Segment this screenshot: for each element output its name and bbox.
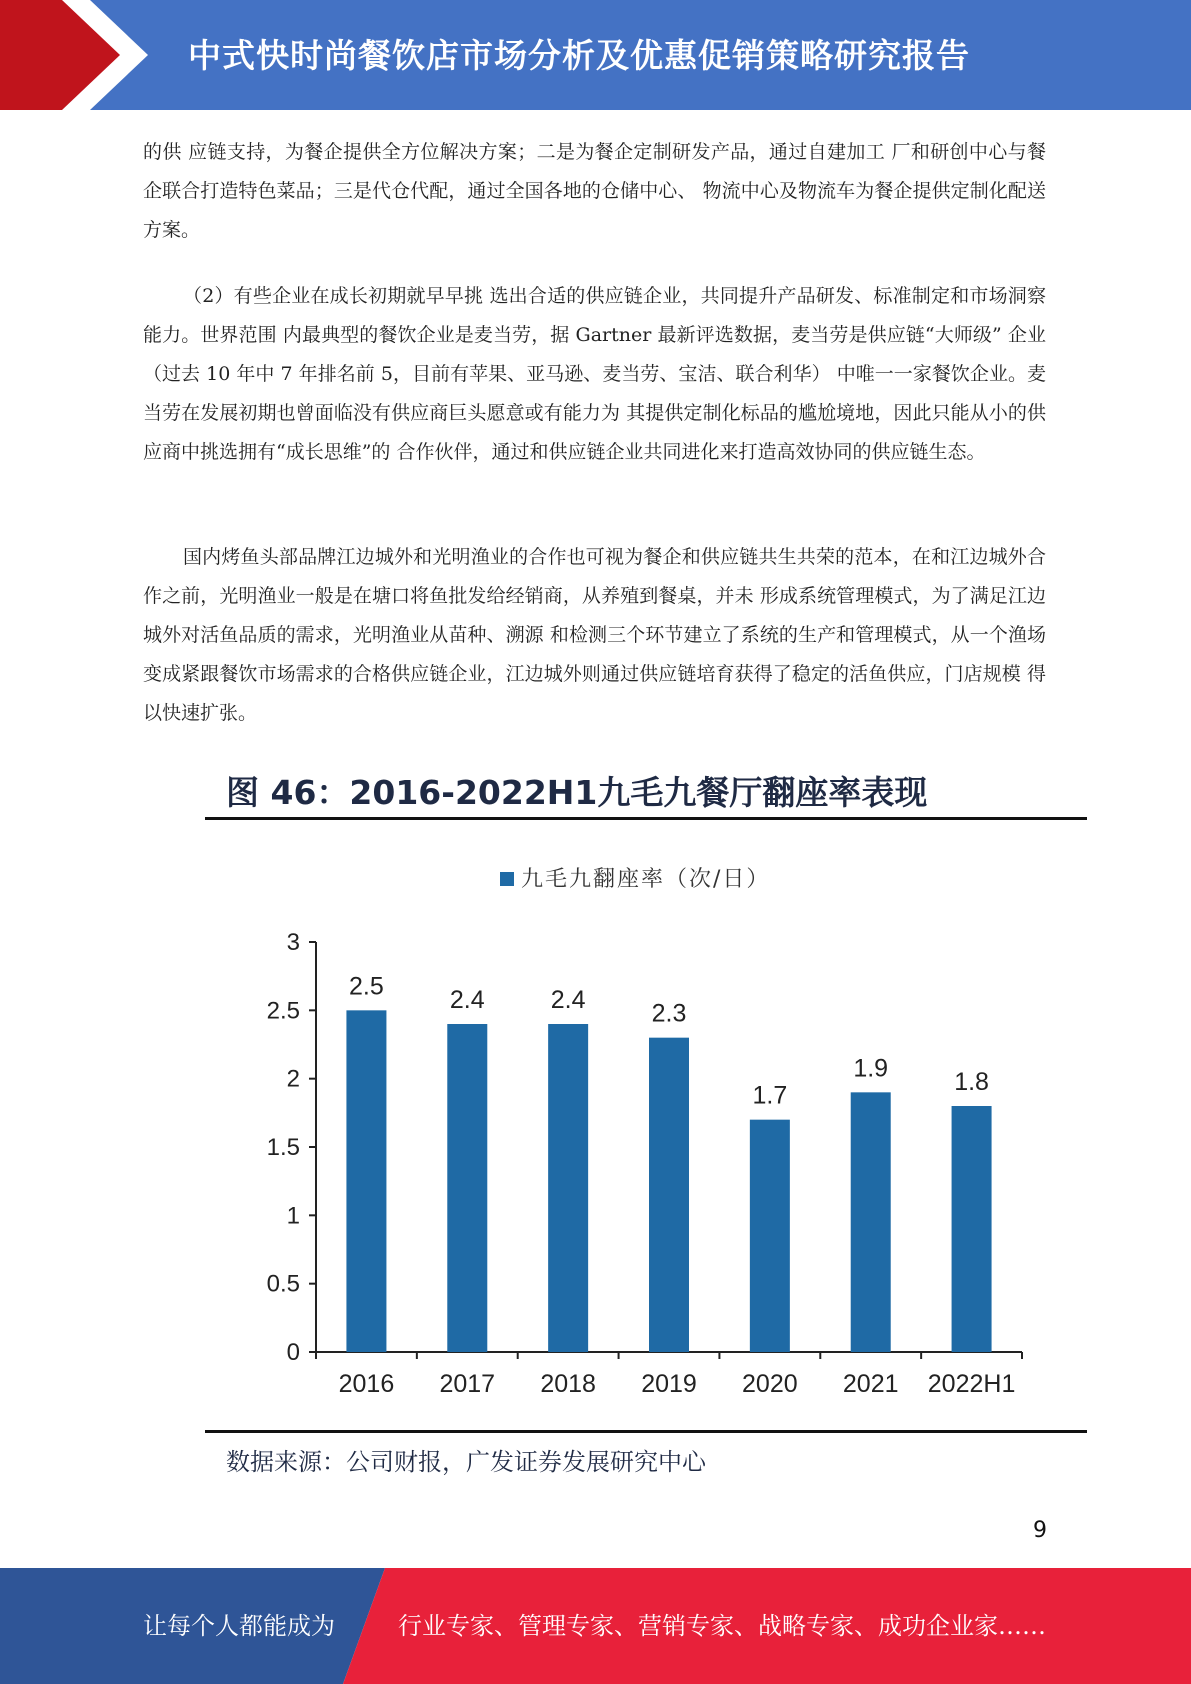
x-tick-label: 2021 [842,1370,899,1398]
figure-bottom-rule [205,1430,1087,1433]
x-tick-label: 2022H1 [927,1370,1016,1398]
paragraph-3: 国内烤鱼头部品牌江边城外和光明渔业的合作也可视为餐企和供应链共生共荣的范本，在和江边城外合作之前，光明渔业一般是在塘口将鱼批发给经销商，从养殖到餐桌，并未 形成系统管理模式，为了满足江边城外对活鱼品质的需求，光明渔业从苗种、溯源 和检测三个环节建立了系统的生产和管理模式，从一个渔场变成紧跟餐饮市场需求的合格供应链企业，江边城外则通过供应链培育获得了稳定的活鱼供应，门店规模 得以快速扩张。 [143,546,1046,724]
y-tick-label: 0 [286,1339,300,1366]
chart-bars [346,972,991,1352]
bar [447,1024,487,1352]
y-tick-label: 1 [286,1202,300,1230]
bar [750,1120,790,1352]
bar-data-label: 2.4 [550,986,586,1014]
chart-legend [500,867,770,892]
bar-data-label: 1.9 [853,1054,889,1083]
footer-slogan-left: 让每个人都能成为 [143,1612,335,1640]
figure-source: 数据来源：公司财报，广发证券发展研究中心 [226,1448,706,1476]
paragraph-1: 的供 应链支持，为餐企提供全方位解决方案；二是为餐企定制研发产品，通过自建加工 厂和研创中心与餐企联合打造特色菜品；三是代仓代配，通过全国各地的仓储中心、 物流中心及物流车为餐企提供定制化配送方案。 [143,141,1046,241]
header-title: 中式快时尚餐饮店市场分析及优惠促销策略研究报告 [188,36,970,75]
y-tick-label: 3 [286,929,300,956]
bar [952,1106,992,1352]
bar-data-label: 1.8 [954,1068,989,1096]
paragraph-2: （2）有些企业在成长初期就早早挑 选出合适的供应链企业，共同提升产品研发、标准制定和市场洞察能力。世界范围 内最典型的餐饮企业是麦当劳，据 Gartner 最新评选数据，麦当劳是供应链“大师级” 企业（过去 10 年中 7 年排名前 5，目前有苹果、亚马逊、麦当劳、宝洁、联合利华） 中唯一一家餐饮企业。麦当劳在发展初期也曾面临没有供应商巨头愿意或有能力为 其提供定制化标品的尴尬境地，因此只能从小的供应商中挑选拥有“成长思维”的 合作伙伴，通过和供应链企业共同进化来打造高效协同的供应链生态。 [143,285,1046,463]
bar-data-label: 2.5 [349,972,384,1001]
bar [346,1010,386,1352]
bar [649,1038,689,1352]
figure-top-rule [205,817,1087,820]
bar-data-label: 2.4 [449,986,485,1014]
x-tick-label: 2016 [338,1370,395,1398]
page-header [0,0,1191,110]
footer-slogan-right: 行业专家、管理专家、营销专家、战略专家、成功企业家…… [398,1612,1046,1640]
bar-chart [205,830,1087,1430]
bar-data-label: 2.3 [651,999,687,1028]
bar-data-label: 1.7 [752,1081,788,1110]
legend-swatch [500,872,514,886]
x-tick-label: 2017 [439,1370,496,1398]
bar [851,1092,891,1352]
x-tick-label: 2020 [742,1370,798,1398]
page-footer [0,1568,1191,1684]
y-tick-label: 0.5 [266,1270,300,1298]
x-tick-label: 2018 [540,1370,596,1398]
bar [548,1024,588,1352]
x-tick-label: 2019 [641,1370,697,1398]
y-tick-label: 2 [286,1065,300,1093]
page-number: 9 [1033,1518,1047,1543]
figure-title: 图 46：2016-2022H1九毛九餐厅翻座率表现 [226,773,928,812]
y-tick-label: 1.5 [266,1134,300,1161]
y-tick-label: 2.5 [266,997,300,1025]
legend-label: 九毛九翻座率（次/日） [521,867,771,892]
